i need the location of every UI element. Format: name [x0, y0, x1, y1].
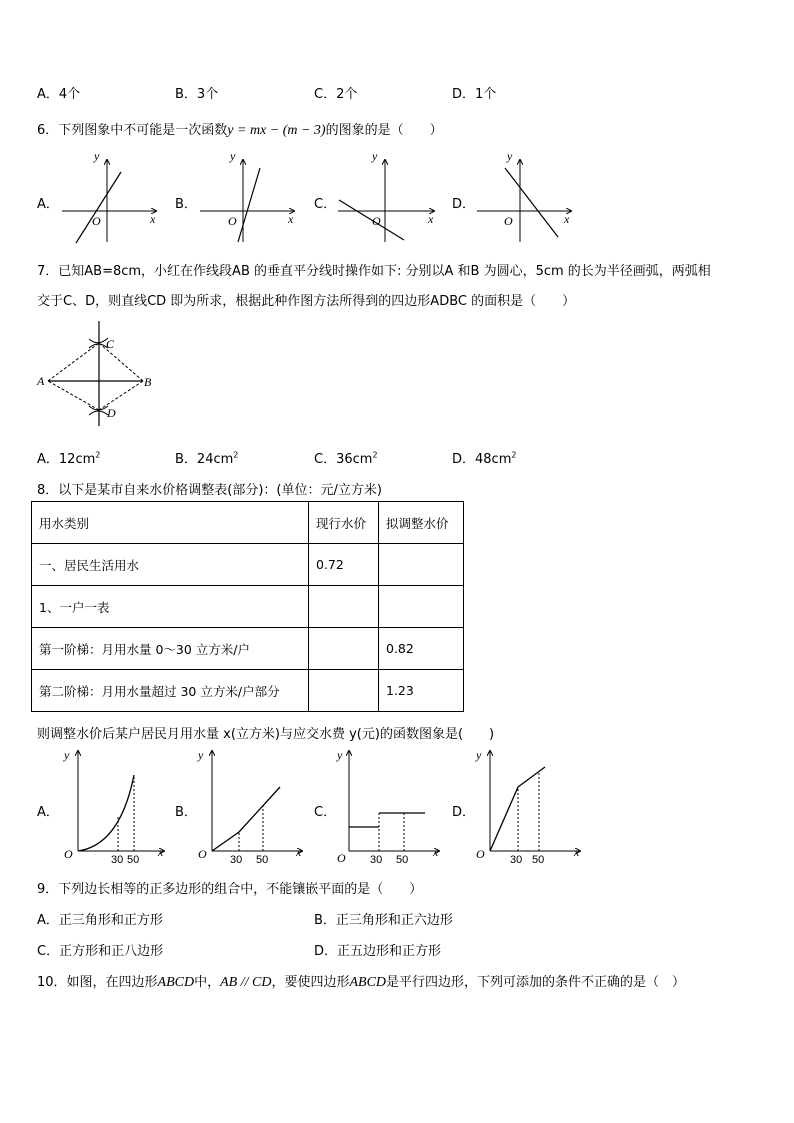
table-cell [379, 544, 464, 586]
q5-option-a: A．4个 [37, 87, 81, 102]
q6-label-d: D． [452, 197, 476, 212]
axis-y-label: y [94, 150, 100, 163]
tick-label: 30 [370, 854, 383, 865]
table-cell: 0.72 [309, 544, 379, 586]
axis-y-label: y [198, 748, 204, 762]
q10-stem: 10．如图，在四边形ABCD中，AB // CD，要使四边形ABCD是平行四边形，下列可添加的条件不正确的是（ ） [37, 975, 686, 990]
table-header-cell: 用水类别 [32, 502, 309, 544]
tick-label: 30 [111, 854, 124, 865]
q6-label-a: A． [37, 197, 59, 212]
q9-stem: 9．下列边长相等的正多边形的组合中，不能镶嵌平面的是（ ） [37, 882, 423, 897]
tick-label: 50 [396, 854, 409, 865]
q8-question: 则调整水价后某户居民月用水量 x(立方米)与应交水费 y(元)的函数图象是( ) [37, 727, 495, 742]
q8-label-b: B． [175, 805, 197, 820]
q5-option-d: D．1个 [452, 87, 497, 102]
table-cell: 0.82 [379, 628, 464, 670]
axis-x-label: x [296, 845, 302, 859]
origin-label: O [372, 214, 381, 228]
axis-y-label: y [372, 150, 378, 163]
q8-graph-a [60, 745, 170, 865]
table-cell: 一、居民生活用水 [32, 544, 309, 586]
table-header-cell: 拟调整水价 [379, 502, 464, 544]
point-b-label: B [144, 375, 152, 389]
axis-x-label: x [574, 845, 580, 859]
axis-x-label: x [428, 212, 434, 226]
point-c-label: C [106, 337, 115, 351]
tick-label: 30 [510, 854, 523, 865]
axis-y-label: y [64, 748, 70, 762]
table-row [32, 628, 464, 670]
q8-graph-b [194, 745, 309, 865]
q7-option-d: D．$48cm^2$ [452, 450, 517, 467]
q7-option-b: B．$24cm^2$ [175, 450, 239, 467]
table-cell: 第二阶梯：月用水量超过 30 立方米/户部分 [32, 670, 309, 712]
origin-label: O [337, 851, 346, 865]
q7-option-a: A．$12cm^2$ [37, 450, 101, 467]
table-cell [379, 586, 464, 628]
table-header-cell: 现行水价 [309, 502, 379, 544]
table-cell [309, 628, 379, 670]
table-row [32, 544, 464, 586]
q9-option-d: D．正五边形和正方形 [314, 944, 442, 959]
origin-label: O [198, 847, 207, 861]
axis-x-label: x [158, 845, 164, 859]
tick-label: 50 [127, 854, 140, 865]
tick-label: 30 [230, 854, 243, 865]
table-cell [309, 670, 379, 712]
q6-graph-c [334, 150, 439, 245]
q6-graph-a [58, 150, 163, 245]
table-row [32, 586, 464, 628]
table-cell: 1.23 [379, 670, 464, 712]
axis-y-label: y [476, 748, 482, 762]
origin-label: O [504, 214, 513, 228]
q8-intro: 8．以下是某市自来水价格调整表(部分)：(单位：元/立方米) [37, 483, 382, 498]
axis-x-label: x [150, 212, 156, 226]
q8-graph-c [333, 745, 448, 865]
origin-label: O [228, 214, 237, 228]
q6-label-c: C． [314, 197, 337, 212]
q6-formula: y = mx − (m − 3) [227, 123, 326, 138]
q7-stem-line2: 交于C、D，则直线CD 即为所求，根据此种作图方法所得到的四边形ADBC 的面积是（ ） [37, 294, 576, 309]
tick-label: 50 [532, 854, 545, 865]
q9-option-c: C．正方形和正八边形 [37, 944, 164, 959]
axis-y-label: y [507, 150, 513, 163]
table-header-row [32, 502, 464, 544]
q9-option-a: A．正三角形和正方形 [37, 913, 163, 928]
water-price-table [31, 501, 464, 712]
axis-y-label: y [337, 748, 343, 762]
q8-label-a: A． [37, 805, 59, 820]
table-row [32, 670, 464, 712]
table-cell [309, 586, 379, 628]
origin-label: O [92, 214, 101, 228]
q8-label-d: D． [452, 805, 476, 820]
origin-label: O [64, 847, 73, 861]
point-d-label: D [107, 406, 116, 420]
origin-label: O [476, 847, 485, 861]
axis-x-label: x [288, 212, 294, 226]
q7-stem-line1: 7．已知AB=8cm，小红在作线段AB 的垂直平分线时操作如下: 分别以A 和B 为圆心，5cm 的长为半径画弧，两弧相 [37, 264, 711, 279]
q5-option-c: C．2个 [314, 87, 358, 102]
axis-x-label: x [564, 212, 570, 226]
q8-label-c: C． [314, 805, 337, 820]
q6-graph-d [473, 150, 578, 245]
table-cell: 1、一户一表 [32, 586, 309, 628]
q7-construction-figure [36, 318, 161, 428]
q6-label-b: B． [175, 197, 197, 212]
axis-y-label: y [230, 150, 236, 163]
q7-option-c: C．$36cm^2$ [314, 450, 378, 467]
q6-stem: 6．下列图象中不可能是一次函数y = mx − (m − 3)的图象的是（ ） [37, 123, 443, 138]
q5-option-b: B．3个 [175, 87, 219, 102]
point-a-label: A [37, 374, 45, 388]
tick-label: 50 [256, 854, 269, 865]
q8-graph-d [472, 745, 587, 865]
table-cell: 第一阶梯：月用水量 0～30 立方米/户 [32, 628, 309, 670]
axis-x-label: x [433, 845, 439, 859]
q9-option-b: B．正三角形和正六边形 [314, 913, 453, 928]
q6-graph-b [196, 150, 301, 245]
